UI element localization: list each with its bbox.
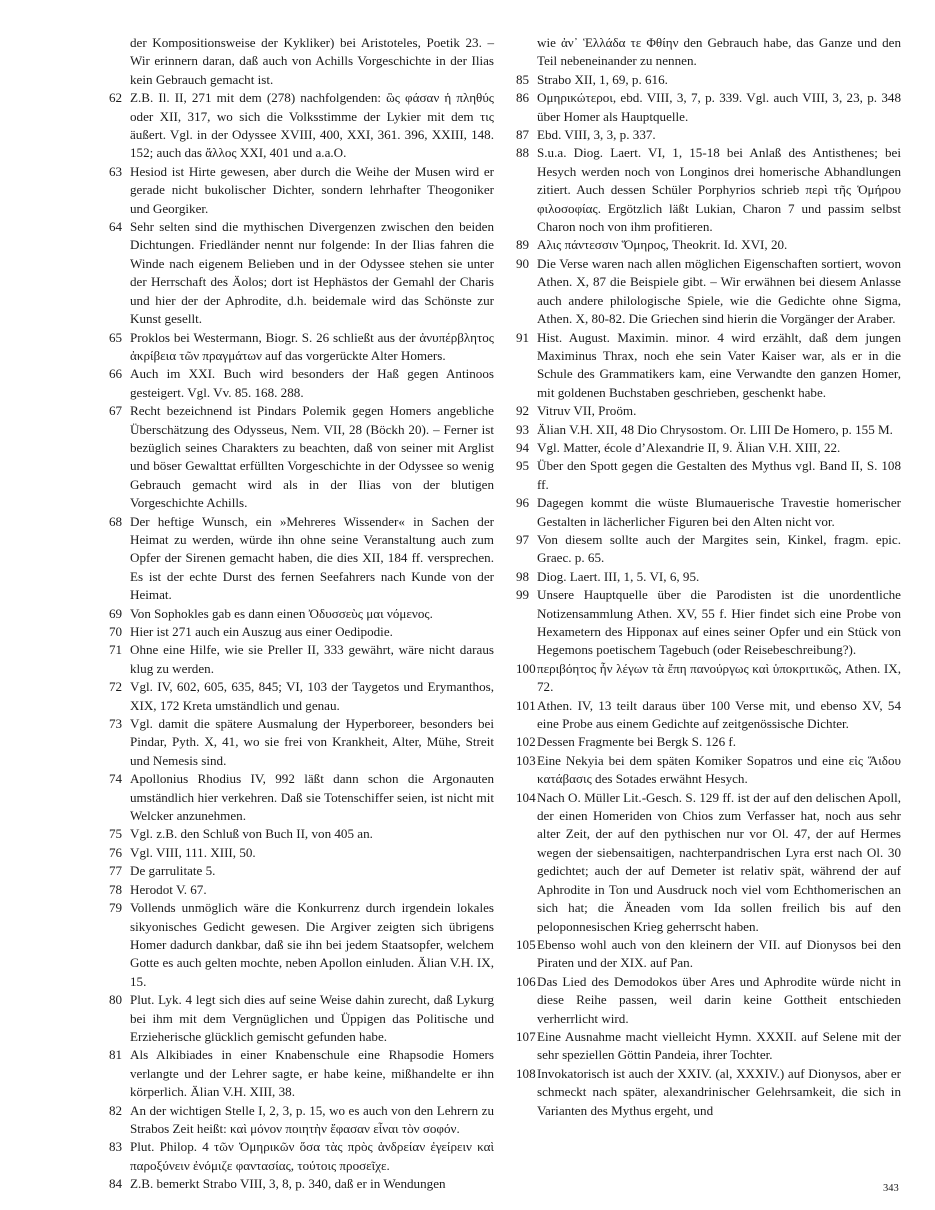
- footnote-text: Älian V.H. XII, 48 Dio Chrysostom. Or. LIII De Homero, p. 155 M.: [537, 421, 893, 437]
- footnote-number: 88: [516, 145, 530, 161]
- footnote-text: Αλις πάντεσσιν Ὅμηρος, Theokrit. Id. XVI, 20.: [537, 237, 788, 253]
- footnote-number: 69: [109, 605, 123, 621]
- footnote: [516, 255, 901, 329]
- footnote: [109, 218, 494, 328]
- footnote: [109, 1102, 494, 1139]
- footnote-number: 90: [516, 255, 530, 271]
- footnote-number: 95: [516, 458, 530, 474]
- footnote-number: 71: [109, 642, 123, 658]
- footnote-number: 86: [516, 90, 530, 106]
- footnote: [516, 660, 901, 697]
- footnote-text: wie ἀν᾽ Ἑλλάδα τε Φθίην den Gebrauch habe, das Ganze und den Teil nebeneinander zu nennen.: [537, 35, 901, 69]
- footnote: [109, 881, 494, 899]
- footnote: [109, 641, 494, 678]
- footnote-text: Vollends unmöglich wäre die Konkurrenz durch irgendein lokales sikyonisches Gedicht gewesen. Die Argiver zeigten sich übrigens Homer dadurch dankbar, daß sie ihn bei jedem Staatsopfer, welchem Gotte es auch gelten mochte, neben Apollon einluden. Älian V.H. IX, 15.: [130, 900, 494, 989]
- footnote-number: 84: [109, 1176, 123, 1192]
- footnote-text: Vitruv VII, Proöm.: [537, 403, 637, 419]
- footnote-number: 80: [109, 992, 123, 1008]
- footnote: [516, 144, 901, 236]
- footnote: [109, 899, 494, 991]
- footnote-number: 65: [109, 329, 123, 345]
- footnote: [109, 1138, 494, 1175]
- footnote-number: 67: [109, 403, 123, 419]
- footnote-number: 93: [516, 421, 530, 437]
- footnote-text: Proklos bei Westermann, Biogr. S. 26 schließt aus der ἀνυπέρβλητος ἀκρίβεια τῶν πραγμάτων auf das vorgerückte Alter Homers.: [130, 329, 494, 363]
- footnote: [516, 1028, 901, 1065]
- footnote-number: 68: [109, 513, 123, 529]
- footnote-text: Dessen Fragmente bei Bergk S. 126 f.: [537, 734, 737, 750]
- footnote-number: 89: [516, 237, 530, 253]
- footnote-text: Athen. IV, 13 teilt daraus über 100 Verse mit, und ebenso XV, 54 eine Probe aus einem Gedichte auf zeitgenössische Dichter.: [537, 697, 901, 732]
- footnote-text: Hist. August. Maximin. minor. 4 wird erzählt, daß dem jungen Maximinus Thrax, noch ehe sein Vater Kaiser war, als er in die Schule des Grammatikers kam, eine Verwandte den ganzen Homer, mit goldenen Buchstaben geschrieben, geschenkt habe.: [537, 329, 901, 400]
- footnote: [109, 991, 494, 1046]
- footnote-number: 78: [109, 881, 123, 897]
- footnote-number: 85: [516, 71, 530, 87]
- footnote-text: S.u.a. Diog. Laert. VI, 1, 15-18 bei Anlaß des Antisthenes; bei Hesych werden noch von Longinos drei homerische Abhandlungen zitiert. Auch dessen Schüler Porphyrios schrieb περὶ τῆς Ὁμήρου φιλοσοφίας. Ergötzlich läßt Lukian, Charon 7 und passim selbst Charon noch von ihm profitieren.: [537, 145, 901, 235]
- footnote-text: Ohne eine Hilfe, wie sie Preller II, 333 gewährt, wäre nicht daraus klug zu werden.: [130, 642, 494, 676]
- footnote-text: Als Alkibiades in einer Knabenschule eine Rhapsodie Homers verlangte und der Lehrer sagte, er habe keine, mißhandelte er ihn körperlich. Älian V.H. XIII, 38.: [130, 1047, 494, 1100]
- footnote: [516, 1065, 901, 1120]
- footnote-text: Auch im XXI. Buch wird besonders der Haß gegen Antinoos gesteigert. Vgl. Vv. 85. 168. 288.: [130, 366, 494, 400]
- footnote: [109, 605, 494, 623]
- footnote-number: 92: [516, 403, 530, 419]
- footnote-number: 100: [516, 660, 536, 676]
- footnote-text: Von Sophokles gab es dann einen Ὀδυσσεὺς μαι νόμενος.: [130, 605, 433, 621]
- footnote: [109, 163, 494, 218]
- footnote: [109, 825, 494, 843]
- footnote-number: 108: [516, 1065, 536, 1081]
- footnote: [109, 1175, 494, 1193]
- footnote: [109, 844, 494, 862]
- footnote-text: Von diesem sollte auch der Margites sein, Kinkel, fragm. epic. Graec. p. 65.: [537, 531, 901, 566]
- footnote-number: 105: [516, 936, 536, 952]
- footnote-text: De garrulitate 5.: [130, 863, 216, 879]
- footnote: [516, 789, 901, 936]
- footnote-number: 63: [109, 163, 123, 179]
- footnote-number: 77: [109, 863, 123, 879]
- footnote-text: Vgl. z.B. den Schluß von Buch II, von 405 an.: [130, 826, 373, 842]
- footnote: [109, 89, 494, 163]
- footnote-number: 74: [109, 771, 123, 787]
- footnote-number: 106: [516, 973, 536, 989]
- footnote-number: 103: [516, 752, 536, 768]
- footnote-number: 87: [516, 127, 530, 143]
- footnote: [516, 236, 901, 254]
- footnote-text: Der heftige Wunsch, ein »Mehreres Wissender« in Sachen der Heimat zu werden, würde ihn ohne seine Veranstaltung auch zum Opfer der Sirenen gemacht haben, die dies XII, 184 ff. versprechen. Es ist der echte Durst des fernen Seefahrers nach Kunde von der Heimat.: [130, 513, 494, 603]
- footnote: [516, 329, 901, 403]
- footnotes-left-column: [109, 34, 494, 1194]
- footnote-number: 101: [516, 697, 536, 713]
- footnote-text: Hesiod ist Hirte gewesen, aber durch die Weihe der Musen wird er gerade nicht bukolischer Dichter, sondern lehrhafter Theogoniker und Georgiker.: [130, 163, 494, 216]
- footnote-number: 72: [109, 679, 123, 695]
- footnote-continuation: [516, 34, 901, 71]
- footnote: [516, 531, 901, 568]
- footnote-continuation: [109, 34, 494, 89]
- footnote-number: 82: [109, 1102, 123, 1118]
- footnote: [109, 329, 494, 366]
- footnote-text: der Kompositionsweise der Kykliker) bei Aristoteles, Poetik 23. – Wir erinnern daran, daß auch von Achills Vorgeschichte in der Ilias kein Gebrauch gemacht ist.: [130, 35, 494, 87]
- footnote-number: 66: [109, 366, 123, 382]
- footnote-text: An der wichtigen Stelle I, 2, 3, p. 15, wo es auch von den Lehrern zu Strabos Zeit heißt: καὶ μόνον ποιητὴν ἔφασαν εἶναι τὸν σοφόν.: [130, 1102, 494, 1136]
- footnote: [109, 770, 494, 825]
- footnote-text: Unsere Hauptquelle über die Parodisten ist die unordentliche Notizensammlung Athen. XV, 55 f. Hier findet sich eine Probe von Hexametern des Hipponax auf eines seiner Opfer und ein Stück von Hegemons poetischem Tagebuch (oder Reisebeschreibung?).: [537, 587, 901, 658]
- footnote: [109, 365, 494, 402]
- footnote-text: Die Verse waren nach allen möglichen Eigenschaften sortiert, wovon Athen. X, 87 die Beispiele gibt. – Wir erwähnen bei diesem Anlasse auch andere philologische Spiele, wie die Gedichte ohne Sigma, Athen. X, 80-82. Die Griechen sind hierin die Vorgänger der Araber.: [537, 255, 901, 327]
- footnote-text: Über den Spott gegen die Gestalten des Mythus vgl. Band II, S. 108 ff.: [537, 458, 901, 492]
- footnote-number: 70: [109, 624, 123, 639]
- footnote: [516, 126, 901, 144]
- footnote: [109, 862, 494, 880]
- footnote-number: 94: [516, 439, 530, 455]
- footnote-number: 83: [109, 1139, 123, 1155]
- footnote-number: 75: [109, 826, 123, 842]
- footnote-number: 98: [516, 568, 530, 584]
- footnote-text: Dagegen kommt die wüste Blumauerische Travestie homerischer Gestalten in lächerlicher Figuren bei den Alten nicht vor.: [537, 495, 901, 529]
- footnote: [109, 1046, 494, 1101]
- footnote-text: Vgl. IV, 602, 605, 635, 845; VI, 103 der Taygetos und Erymanthos, XIX, 172 Kreta umständlich und genau.: [130, 679, 494, 713]
- footnote-text: Ebd. VIII, 3, 3, p. 337.: [537, 127, 656, 143]
- footnote-number: 91: [516, 329, 530, 345]
- footnote-text: Vgl. damit die spätere Ausmalung der Hyperboreer, besonders bei Pindar, Pyth. X, 41, wo sie frei von Krankheit, Alter, Mühe, Streit und Nemesis sind.: [130, 716, 494, 768]
- page-number: 343: [883, 1183, 899, 1194]
- footnote: [516, 89, 901, 126]
- footnote-text: Apollonius Rhodius IV, 992 läßt dann schon die Argonauten umständlich hier verkehren. Daß sie Totenschiffer seien, ist nicht mit Welcker anzunehmen.: [130, 771, 494, 824]
- footnote: [516, 733, 901, 751]
- footnote-text: περιβόητος ἦν λέγων τὰ ἔπη πανούργως καὶ ὑποκριτικῶς, Athen. IX, 72.: [537, 660, 901, 695]
- footnote: [516, 457, 901, 494]
- footnote-text: Ομηρικώτεροι, ebd. VIII, 3, 7, p. 339. Vgl. auch VIII, 3, 23, p. 348 über Homer als Hauptquelle.: [537, 90, 901, 124]
- footnote-number: 64: [109, 219, 123, 235]
- footnotes-right-column: [516, 34, 901, 1120]
- footnote-text: Invokatorisch ist auch der XXIV. (al, XXXIV.) auf Dionysos, aber er schmeckt nach später, alexandrinischer Gelehrsamkeit, die sich in Varianten des Mythus ergeht, und: [537, 1065, 901, 1118]
- footnote-number: 104: [516, 789, 536, 805]
- footnote-number: 79: [109, 900, 123, 916]
- footnote-text: Plut. Lyk. 4 legt sich dies auf seine Weise dahin zurecht, daß Lykurg bei ihm mit dem Vergnüglichen und Üppigen das Politische und Erzieherische glücklich gemischt gefunden habe.: [130, 992, 494, 1044]
- footnote-number: 102: [516, 734, 536, 750]
- footnote: [516, 421, 901, 439]
- footnote: [109, 513, 494, 605]
- footnote-text: Plut. Philop. 4 τῶν Ὁμηρικῶν ὅσα τὰς πρὸς ἀνδρείαν ἐγείρειν καὶ παροξύνειν ἐνόμιζε φαντασίας, τούτοις προσεῖχε.: [130, 1139, 494, 1173]
- footnote: [516, 752, 901, 789]
- footnote-text: Recht bezeichnend ist Pindars Polemik gegen Homers angebliche Überschätzung des Odysseus, Nem. VII, 28 (Böckh 20). – Ferner ist bezüglich seines Charakters zu beachten, daß von seiner mit Arglist und böser Gewalttat erfüllten Vorgeschichte in der Odyssee so wenig Gebrauch gemacht wird als in der Ilias von der blutigen Vorgeschichte Achills.: [130, 403, 494, 511]
- footnote-text: Sehr selten sind die mythischen Divergenzen zwischen den beiden Dichtungen. Friedländer nennt nur folgende: In der Ilias fahren die Winde nach eigenem Belieben und in der Odyssee stehen sie unter der Herrschaft des Äolos; dort ist Hephästos der Gemahl der Charis und hier der der Aphrodite, d.h. beidemale wird das Schönste zur Kunst gesellt.: [130, 219, 494, 327]
- footnote-text: Z.B. Il. II, 271 mit dem (278) nachfolgenden: ὣς φάσαν ἡ πληθύς oder XII, 317, wo sich die Volksstimme der Lykier mit dem τις äußert. Vgl. in der Odyssee XVIII, 400, XXI, 361. 396, XXIII, 148. 152; auch das ἄλλος XXI, 401 und a.a.O.: [130, 90, 494, 161]
- footnote-text: Herodot V. 67.: [130, 881, 207, 897]
- footnote: [109, 678, 494, 715]
- footnote-text: Z.B. bemerkt Strabo VIII, 3, 8, p. 340, daß er in Wendungen: [130, 1176, 446, 1192]
- footnote-text: Das Lied des Demodokos über Ares und Aphrodite würde nicht in diese Reihe passen, weil darin keine Gottheit entschieden verherrlicht wird.: [537, 973, 901, 1026]
- footnote-number: 73: [109, 716, 123, 732]
- footnote-number: 96: [516, 495, 530, 511]
- footnote-text: Ebenso wohl auch von den kleinern der VII. auf Dionysos bei den Piraten und der XIX. auf Pan.: [537, 936, 901, 971]
- footnote: [516, 439, 901, 457]
- footnote: [109, 402, 494, 512]
- footnote: [516, 494, 901, 531]
- footnote: [109, 623, 494, 641]
- footnote-number: 99: [516, 587, 530, 603]
- footnote-number: 107: [516, 1028, 536, 1044]
- footnote: [516, 568, 901, 586]
- footnote: [516, 973, 901, 1028]
- footnote-number: 97: [516, 531, 530, 547]
- footnote: [109, 715, 494, 770]
- footnote-text: Eine Ausnahme macht vielleicht Hymn. XXXII. auf Selene mit der sehr speziellen Göttin Pandeia, ihrer Tochter.: [537, 1028, 901, 1063]
- footnote-text: Hier ist 271 auch ein Auszug aus einer Oedipodie.: [130, 624, 393, 639]
- footnote-text: Vgl. VIII, 111. XIII, 50.: [130, 844, 256, 860]
- footnote-number: 62: [109, 90, 123, 106]
- footnote-text: Nach O. Müller Lit.-Gesch. S. 129 ff. ist der auf den delischen Apoll, der einen Homeriden von Chios zum Verfasser hat, noch aus sehr alter Zeit, der auf den pythischen nur vor Ol. 47, der auf Hermes wegen der siebensaitigen, nachterpandrischen Lyra erst nach Ol. 30 gedichtet; auch der auf Demeter ist relativ spät, während der auf Aphrodite in Ton und Ausdruck noch viel vom Echthomerischen an sich hat; die Äneaden vom Ida sollen freilich bis auf den peloponnesischen Krieg geherrscht haben.: [537, 789, 901, 934]
- footnote-text: Strabo XII, 1, 69, p. 616.: [537, 71, 668, 87]
- footnote: [516, 71, 901, 89]
- footnote: [516, 586, 901, 660]
- footnote: [516, 697, 901, 734]
- footnote-text: Vgl. Matter, école d’Alexandrie II, 9. Älian V.H. XIII, 22.: [537, 439, 841, 455]
- footnote: [516, 936, 901, 973]
- footnote-text: Diog. Laert. III, 1, 5. VI, 6, 95.: [537, 568, 700, 584]
- footnote-number: 76: [109, 844, 123, 860]
- footnote-number: 81: [109, 1047, 123, 1063]
- footnote: [516, 402, 901, 420]
- footnote-text: Eine Nekyia bei dem späten Komiker Sopatros und eine εἰς Ἅιδου κατάβασις des Sotades erwähnt Hesych.: [537, 752, 901, 787]
